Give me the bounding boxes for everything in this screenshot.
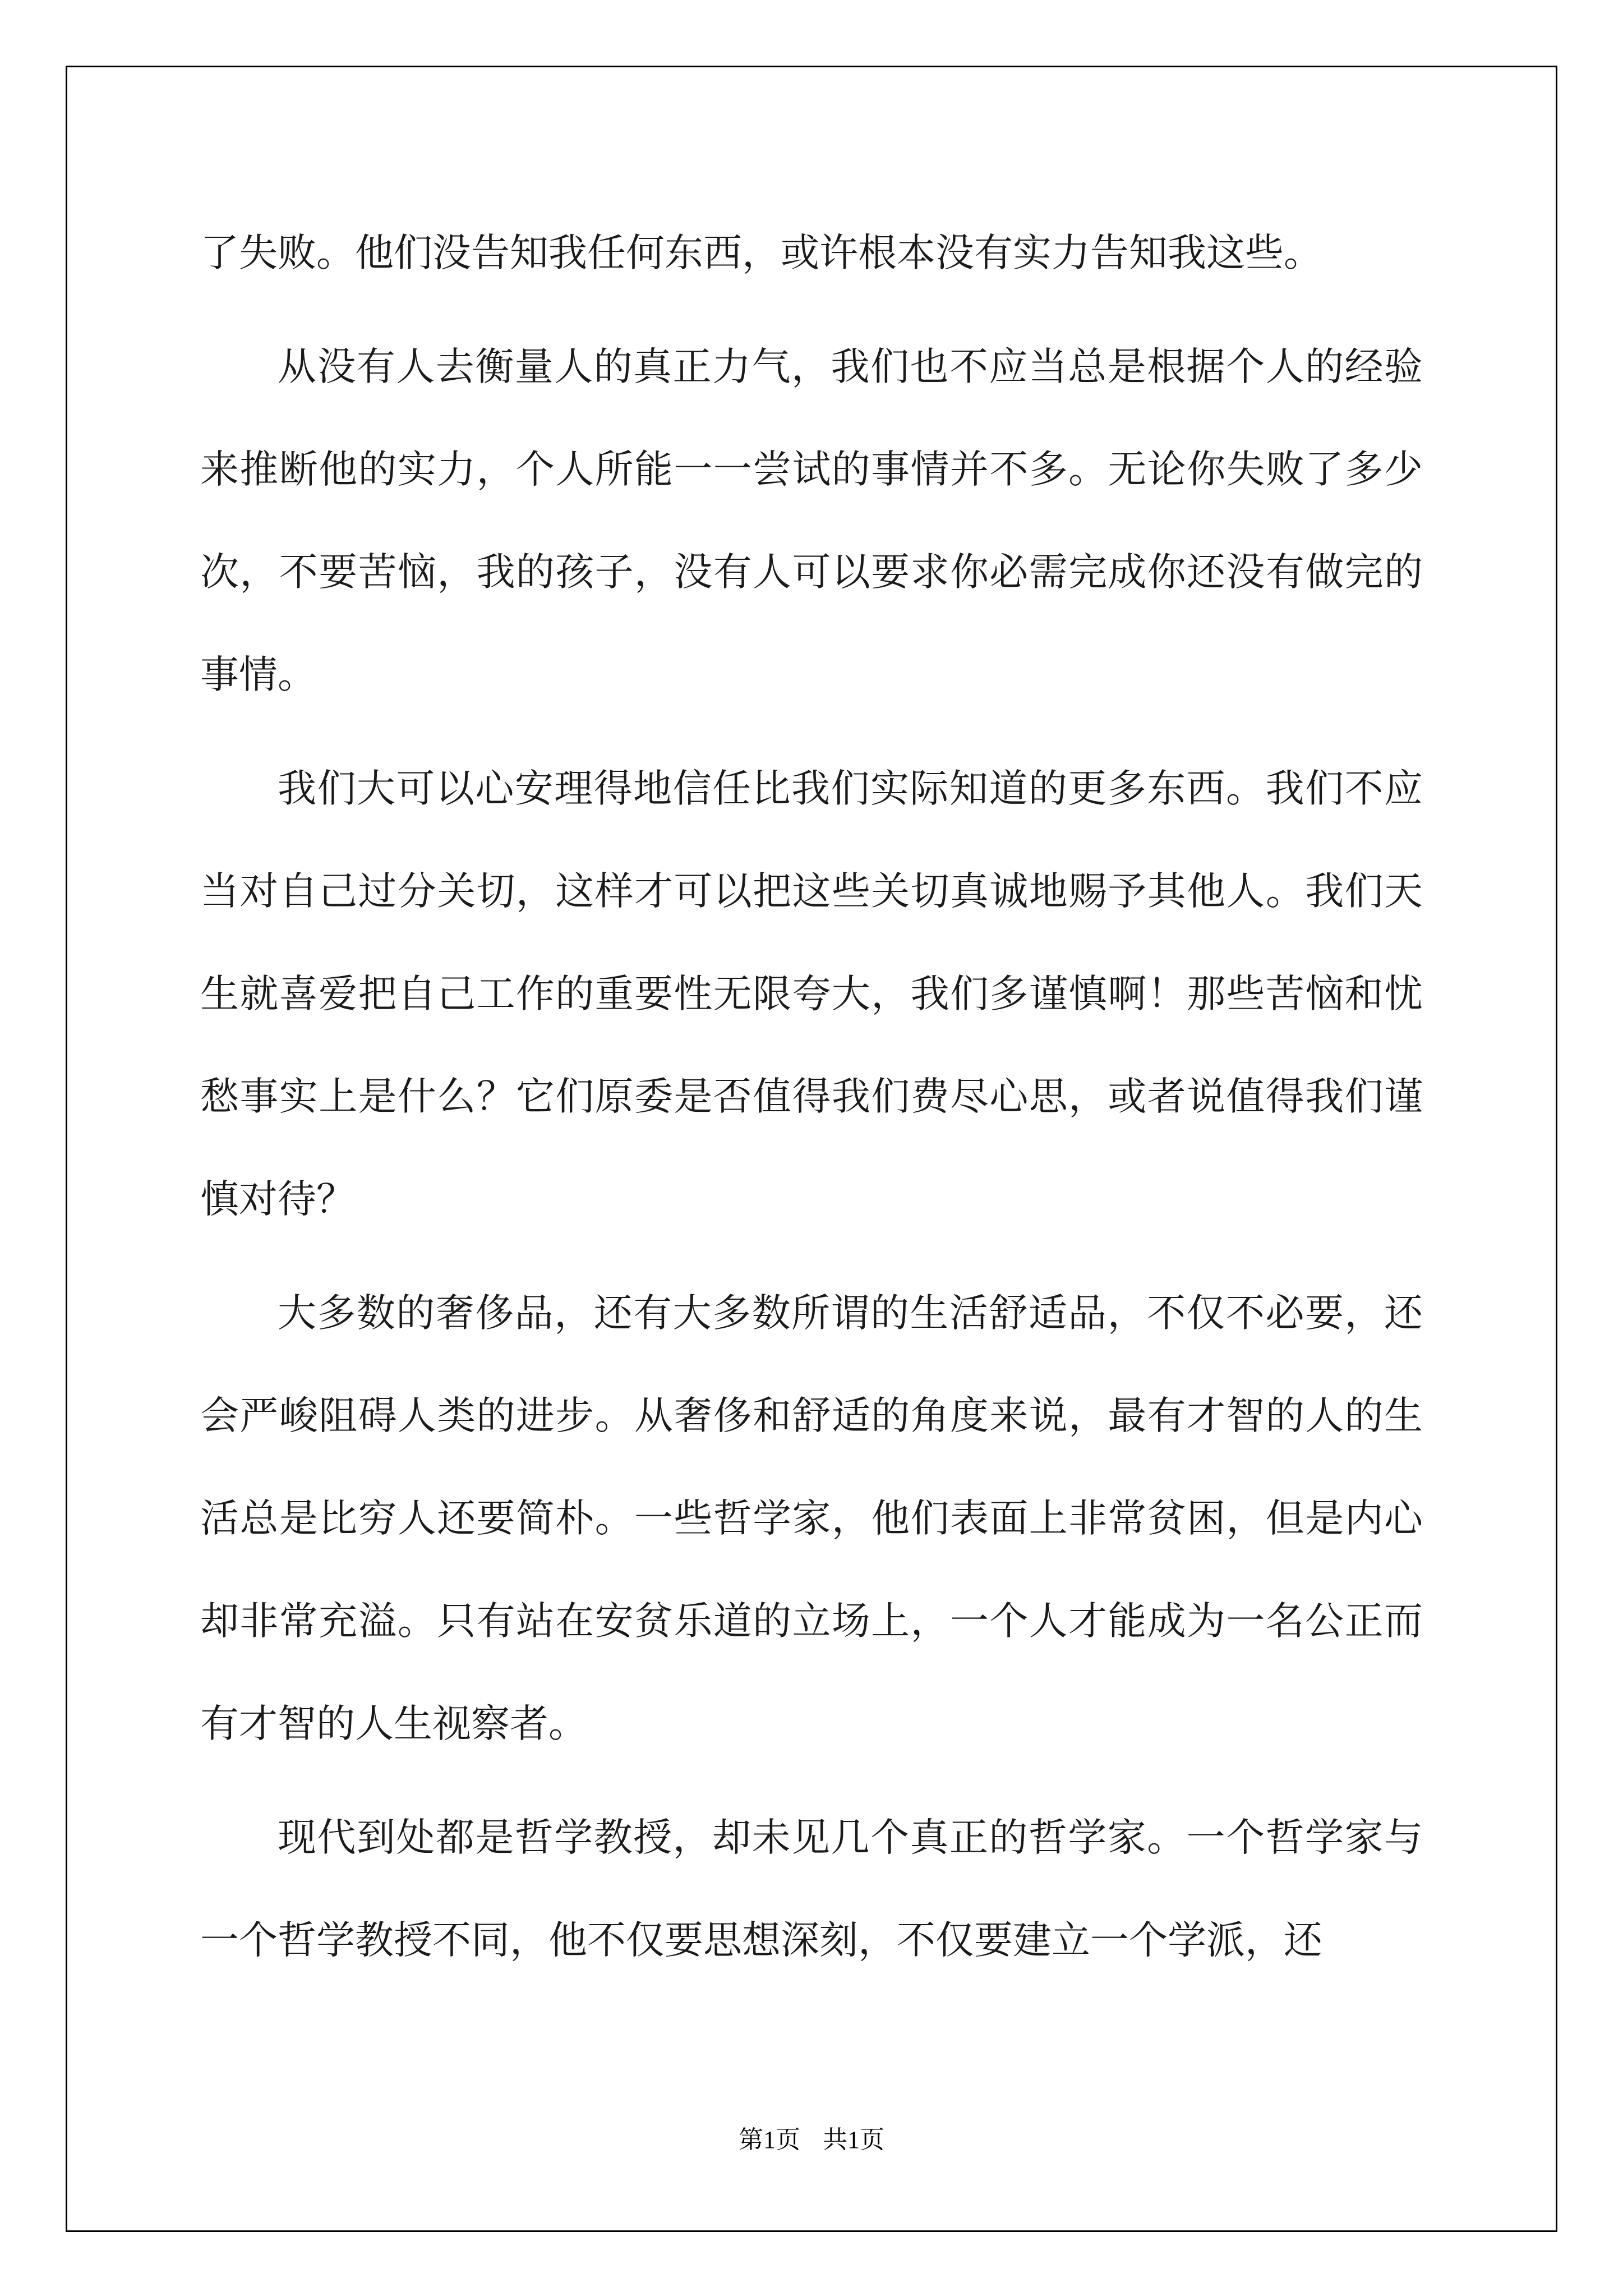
page-total: 共1页 [823,2126,884,2154]
paragraph-1: 了失败。他们没告知我任何东西，或许根本没有实力告知我这些。 [200,231,1322,275]
page-number: 第1页 [739,2126,800,2154]
paragraph-5: 现代到处都是哲学教授，却未见几个真正的哲学家。一个哲学家与一个哲学教授不同，他不仅要思想深刻，不仅要建立一个学派，还 [200,1815,1423,1963]
paragraph-4: 大多数的奢侈品，还有大多数所谓的生活舒适品，不仅不必要，还会严峻阻碍人类的进步。从奢侈和舒适的角度来说，最有才智的人的生活总是比穷人还要简朴。一些哲学家，他们表面上非常贫困，但是内心却非常充溢。只有站在安贫乐道的立场上，一个人才能成为一名公正而有才智的人生视察者。 [200,1291,1423,1746]
document-body [200,202,1423,2003]
paragraph-3: 我们大可以心安理得地信任比我们实际知道的更多东西。我们不应当对自己过分关切，这样才可以把这些关切真诚地赐予其他人。我们天生就喜爱把自己工作的重要性无限夸大，我们多谨慎啊！那些苦恼和忧愁事实上是什么？它们原委是否值得我们费尽心思，或者说值得我们谨慎对待？ [200,766,1423,1222]
paragraph-2: 从没有人去衡量人的真正力气，我们也不应当总是根据个人的经验来推断他的实力，个人所能一一尝试的事情并不多。无论你失败了多少次，不要苦恼，我的孩子，没有人可以要求你必需完成你还没有做完的事情。 [200,344,1423,697]
page-footer [0,2123,1623,2157]
